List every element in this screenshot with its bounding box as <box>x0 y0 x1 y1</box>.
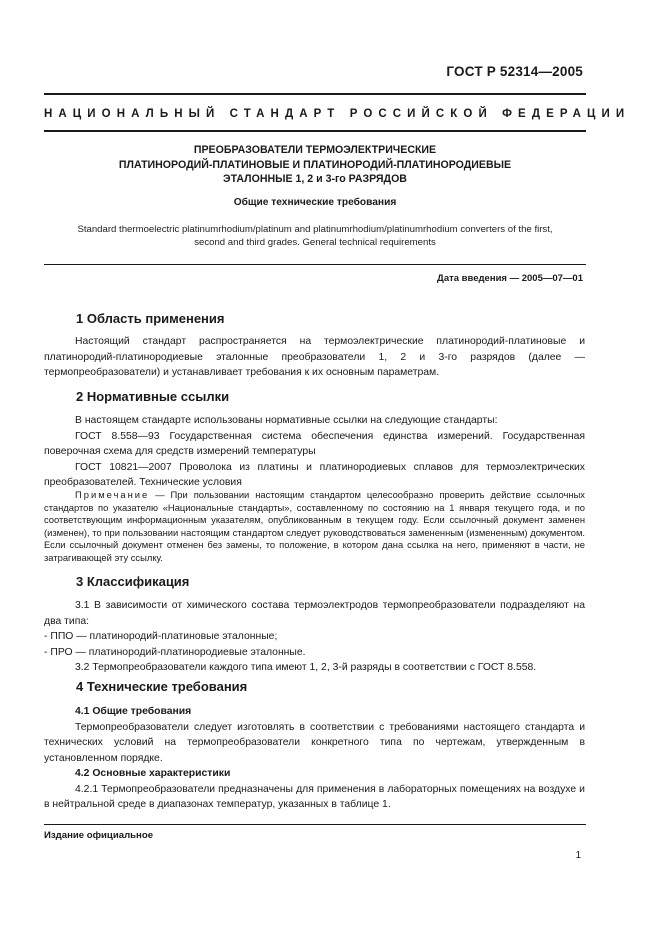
header-rule-bottom <box>44 130 586 132</box>
english-title-line-1: Standard thermoelectric platinumrhodium/platinum and platinumrhodium/platinumrhodium converters of the first, <box>77 224 553 235</box>
english-title <box>60 223 570 249</box>
section-2-heading: 2 Нормативные ссылки <box>76 389 230 404</box>
note-label: Примечание <box>75 489 150 500</box>
standard-number: ГОСТ Р 52314—2005 <box>446 64 583 79</box>
clause-4-2-heading: 4.2 Основные характеристики <box>75 768 231 779</box>
section-4-body <box>44 704 585 813</box>
section-2-body <box>44 413 585 491</box>
title-line-3: ЭТАЛОННЫЕ 1, 2 и 3-го РАЗРЯДОВ <box>223 173 407 185</box>
section-3-body <box>44 598 585 676</box>
edition-label: Издание официальное <box>44 830 154 841</box>
clause-4-1-text: Термопреобразователи следует изготовлять в соответствии с требованиями настоящего стандарта и технических условий на термопреобразователи конкретного типа по чертежам, утвержденным в установленном порядке. <box>44 721 585 764</box>
section-1-heading: 1 Область применения <box>76 311 225 326</box>
clause-3-2: 3.2 Термопреобразователи каждого типа имеют 1, 2, 3-й разряды в соответствии с ГОСТ 8.558. <box>75 662 537 673</box>
clause-4-1-heading: 4.1 Общие требования <box>75 706 192 717</box>
document-subtitle: Общие технические требования <box>233 197 397 208</box>
section-1-body <box>44 334 585 381</box>
note-text: — При пользовании настоящим стандартом целесообразно проверить действие ссылочных стандартов по указателю «Национальные стандарты», составленному по состоянию на 1 января текущего года, и по соответствующим информационным указателям, опубликованным в текущем году. Если ссылочный документ заменен (изменен), то при пользовании настоящим стандартом следует руководствоваться замененным (измененным) документом. Если ссылочный документ отменен без замены, то положение, в котором дана ссылка на него, применяют в части, не затрагивающей эту ссылку. <box>44 489 585 563</box>
clause-4-2-1-text: 4.2.1 Термопреобразователи предназначены для применения в лабораторных помещениях на воздухе и в нейтральной среде в диапазонах температур, указанных в таблице 1. <box>44 783 585 810</box>
reference-gost-10821: ГОСТ 10821—2007 Проволока из платины и платинородиевых сплавов для термоэлектрических преобразователей. Технические условия <box>44 461 585 488</box>
national-standard-banner: НАЦИОНАЛЬНЫЙ СТАНДАРТ РОССИЙСКОЙ ФЕДЕРАЦИИ <box>44 108 631 120</box>
section-4-heading: 4 Технические требования <box>76 679 248 694</box>
document-title <box>44 143 586 187</box>
type-item-ppo: - ППО — платинородий-платиновые эталонные; <box>44 631 278 642</box>
section-3-heading: 3 Классификация <box>76 574 190 589</box>
section-1-text: Настоящий стандарт распространяется на термоэлектрические платинородий-платиновые и платинородий-платинородиевые эталонные преобразователи 1, 2 и 3-го разрядов (далее — термопреобразователи) и устанавливает требования к их основным параметрам. <box>44 336 585 378</box>
title-line-2: ПЛАТИНОРОДИЙ-ПЛАТИНОВЫЕ И ПЛАТИНОРОДИЙ-ПЛАТИНОРОДИЕВЫЕ <box>118 158 512 171</box>
title-line-1: ПРЕОБРАЗОВАТЕЛИ ТЕРМОЭЛЕКТРИЧЕСКИЕ <box>193 144 437 156</box>
page-number: 1 <box>575 850 581 861</box>
section-2-note <box>44 489 585 565</box>
footer-rule <box>44 824 586 825</box>
english-title-line-2: second and third grades. General technical requirements <box>194 237 436 248</box>
clause-3-1: 3.1 В зависимости от химического состава термоэлектродов термопреобразователи подразделяют на два типа: <box>44 600 585 627</box>
reference-gost-8558: ГОСТ 8.558—93 Государственная система обеспечения единства измерений. Государственная поверочная схема для средств измерений температуры <box>44 430 585 457</box>
introduction-date: Дата введения — 2005—07—01 <box>437 273 583 284</box>
section-2-intro: В настоящем стандарте использованы нормативные ссылки на следующие стандарты: <box>75 415 498 426</box>
header-rule-top <box>44 93 586 95</box>
type-item-pro: - ПРО — платинородий-платинородиевые эталонные. <box>44 646 306 658</box>
title-divider <box>44 264 586 265</box>
